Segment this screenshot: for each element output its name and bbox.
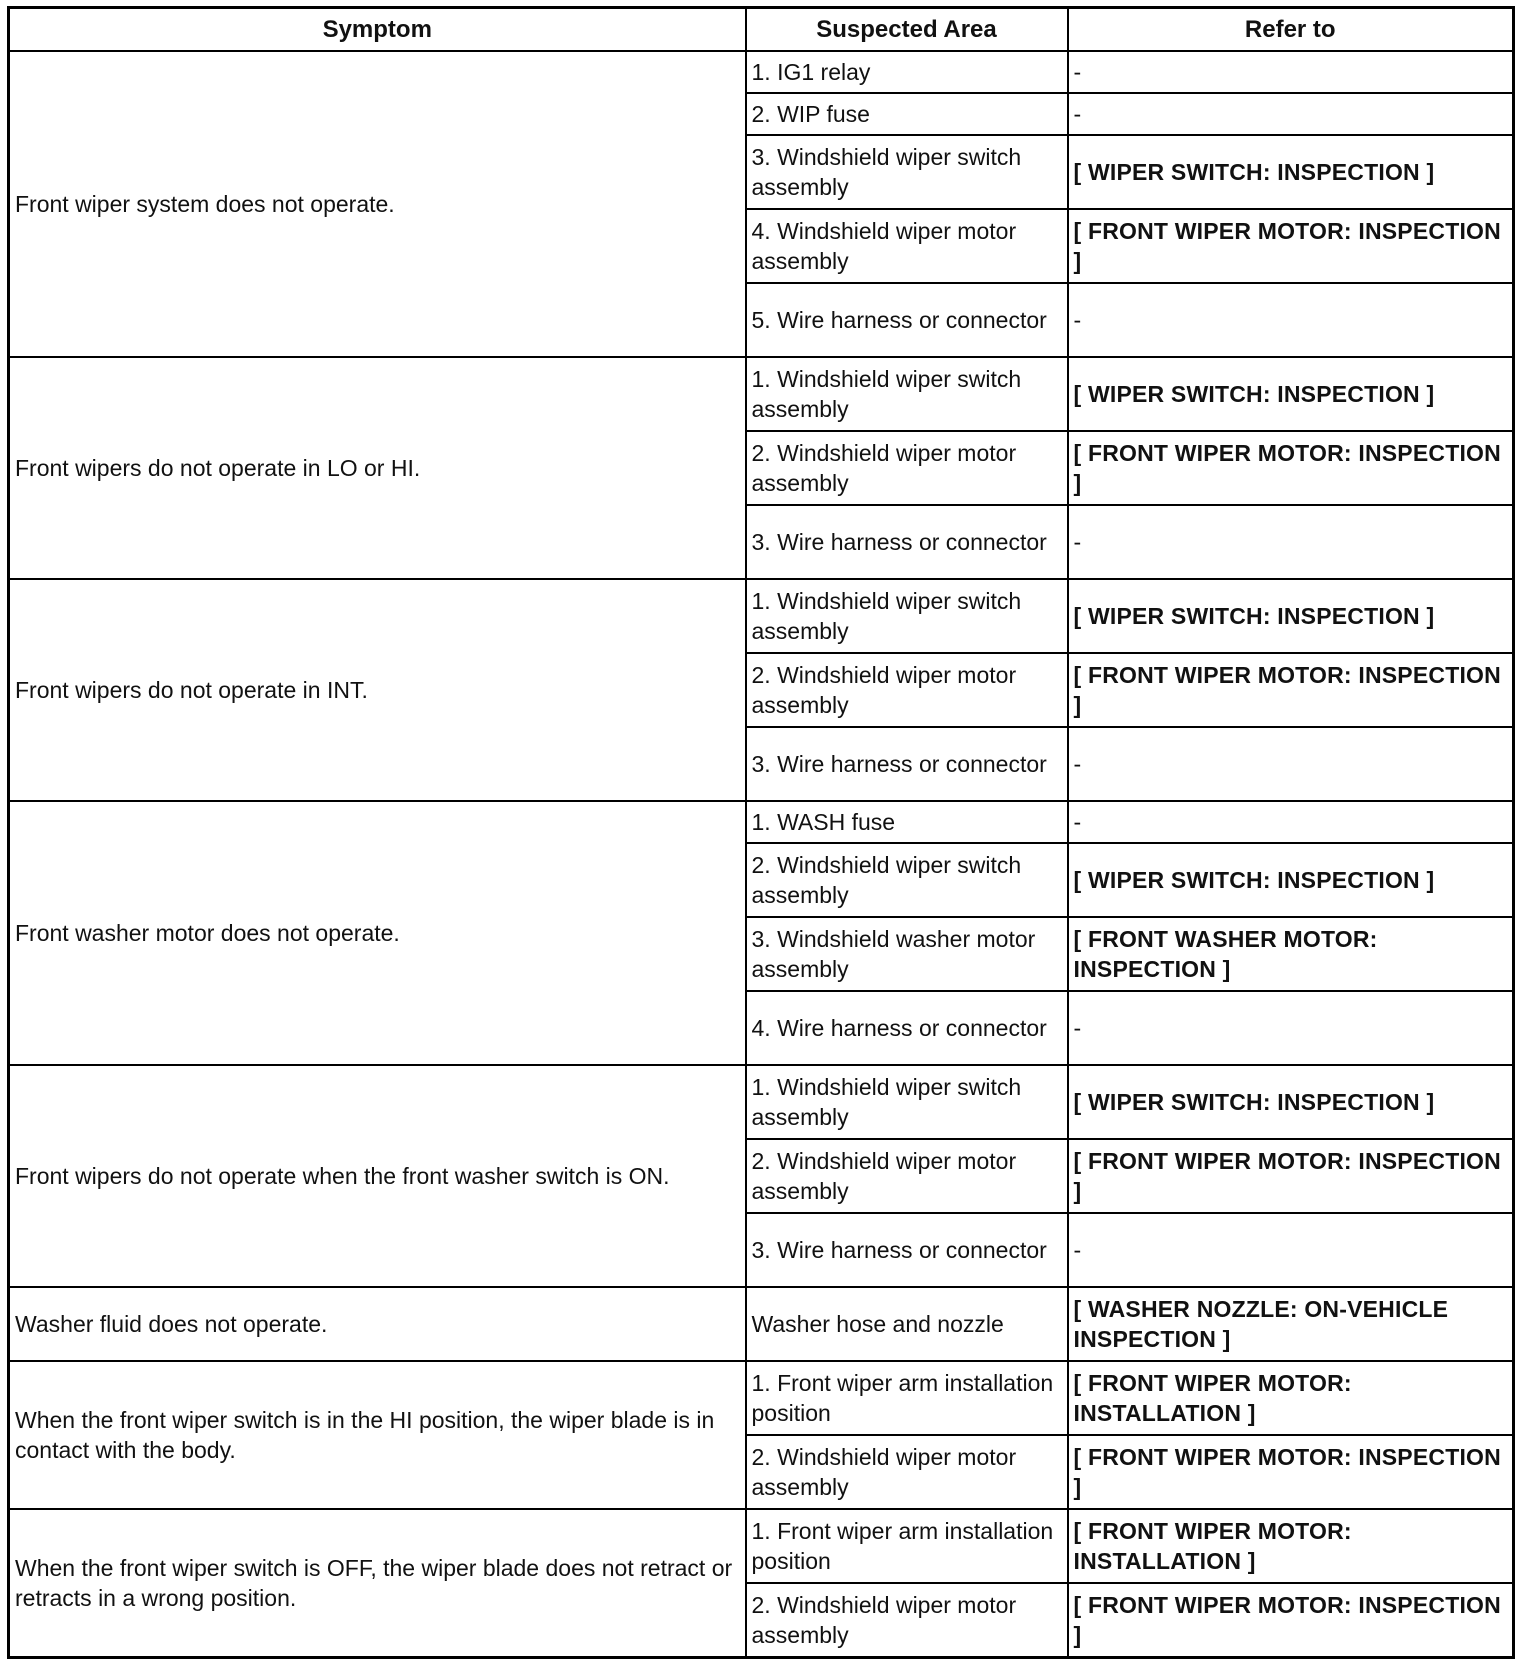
suspected-area-cell: 3. Wire harness or connector <box>746 505 1068 579</box>
refer-to-link[interactable]: [ WIPER SWITCH: INSPECTION ] <box>1068 357 1514 431</box>
suspected-area-cell: 4. Wire harness or connector <box>746 991 1068 1065</box>
table-row <box>9 1065 1514 1139</box>
symptom-cell: Front wipers do not operate in INT. <box>9 579 746 801</box>
refer-to-link[interactable]: [ WASHER NOZZLE: ON-VEHICLE INSPECTION ] <box>1068 1287 1514 1361</box>
refer-to-link[interactable]: [ FRONT WASHER MOTOR: INSPECTION ] <box>1068 917 1514 991</box>
refer-to-cell: - <box>1068 727 1514 801</box>
refer-to-link[interactable]: [ FRONT WIPER MOTOR: INSPECTION ] <box>1068 653 1514 727</box>
suspected-area-cell: 1. IG1 relay <box>746 51 1068 93</box>
symptom-cell: Front wipers do not operate when the front washer switch is ON. <box>9 1065 746 1287</box>
header-symptom: Symptom <box>9 8 746 52</box>
table-row <box>9 801 1514 843</box>
suspected-area-cell: 1. Windshield wiper switch assembly <box>746 1065 1068 1139</box>
table-row <box>9 51 1514 93</box>
suspected-area-cell: 1. Windshield wiper switch assembly <box>746 579 1068 653</box>
suspected-area-cell: 3. Windshield wiper switch assembly <box>746 135 1068 209</box>
table-row <box>9 579 1514 653</box>
refer-to-link[interactable]: [ FRONT WIPER MOTOR: INSTALLATION ] <box>1068 1361 1514 1435</box>
suspected-area-cell: 1. WASH fuse <box>746 801 1068 843</box>
symptom-cell: Front washer motor does not operate. <box>9 801 746 1065</box>
table-header-row <box>9 8 1514 52</box>
table-row <box>9 1361 1514 1435</box>
refer-to-cell: - <box>1068 93 1514 135</box>
suspected-area-cell: 2. Windshield wiper motor assembly <box>746 653 1068 727</box>
refer-to-cell: - <box>1068 283 1514 357</box>
problem-symptoms-table <box>7 6 1515 1659</box>
refer-to-link[interactable]: [ WIPER SWITCH: INSPECTION ] <box>1068 579 1514 653</box>
suspected-area-cell: 2. WIP fuse <box>746 93 1068 135</box>
refer-to-link[interactable]: [ FRONT WIPER MOTOR: INSPECTION ] <box>1068 1435 1514 1509</box>
refer-to-link[interactable]: [ FRONT WIPER MOTOR: INSPECTION ] <box>1068 1583 1514 1658</box>
refer-to-link[interactable]: [ WIPER SWITCH: INSPECTION ] <box>1068 135 1514 209</box>
refer-to-link[interactable]: [ FRONT WIPER MOTOR: INSTALLATION ] <box>1068 1509 1514 1583</box>
suspected-area-cell: Washer hose and nozzle <box>746 1287 1068 1361</box>
refer-to-link[interactable]: [ FRONT WIPER MOTOR: INSPECTION ] <box>1068 209 1514 283</box>
table-row <box>9 1509 1514 1583</box>
suspected-area-cell: 2. Windshield wiper motor assembly <box>746 1583 1068 1658</box>
suspected-area-cell: 1. Front wiper arm installation position <box>746 1361 1068 1435</box>
refer-to-cell: - <box>1068 991 1514 1065</box>
refer-to-cell: - <box>1068 801 1514 843</box>
suspected-area-cell: 2. Windshield wiper motor assembly <box>746 431 1068 505</box>
refer-to-link[interactable]: [ WIPER SWITCH: INSPECTION ] <box>1068 843 1514 917</box>
symptom-cell: Front wipers do not operate in LO or HI. <box>9 357 746 579</box>
symptom-cell: Front wiper system does not operate. <box>9 51 746 357</box>
refer-to-cell: - <box>1068 1213 1514 1287</box>
symptom-cell: When the front wiper switch is OFF, the wiper blade does not retract or retracts in a wrong position. <box>9 1509 746 1658</box>
suspected-area-cell: 3. Wire harness or connector <box>746 1213 1068 1287</box>
table-body <box>9 51 1514 1658</box>
suspected-area-cell: 1. Windshield wiper switch assembly <box>746 357 1068 431</box>
suspected-area-cell: 2. Windshield wiper motor assembly <box>746 1435 1068 1509</box>
refer-to-cell: - <box>1068 505 1514 579</box>
refer-to-link[interactable]: [ WIPER SWITCH: INSPECTION ] <box>1068 1065 1514 1139</box>
header-refer-to: Refer to <box>1068 8 1514 52</box>
suspected-area-cell: 5. Wire harness or connector <box>746 283 1068 357</box>
suspected-area-cell: 1. Front wiper arm installation position <box>746 1509 1068 1583</box>
symptom-cell: When the front wiper switch is in the HI position, the wiper blade is in contact with the body. <box>9 1361 746 1509</box>
refer-to-link[interactable]: [ FRONT WIPER MOTOR: INSPECTION ] <box>1068 1139 1514 1213</box>
suspected-area-cell: 3. Windshield washer motor assembly <box>746 917 1068 991</box>
symptom-cell: Washer fluid does not operate. <box>9 1287 746 1361</box>
table-row <box>9 357 1514 431</box>
suspected-area-cell: 3. Wire harness or connector <box>746 727 1068 801</box>
suspected-area-cell: 4. Windshield wiper motor assembly <box>746 209 1068 283</box>
refer-to-cell: - <box>1068 51 1514 93</box>
refer-to-link[interactable]: [ FRONT WIPER MOTOR: INSPECTION ] <box>1068 431 1514 505</box>
header-suspected-area: Suspected Area <box>746 8 1068 52</box>
table-row <box>9 1287 1514 1361</box>
suspected-area-cell: 2. Windshield wiper motor assembly <box>746 1139 1068 1213</box>
suspected-area-cell: 2. Windshield wiper switch assembly <box>746 843 1068 917</box>
